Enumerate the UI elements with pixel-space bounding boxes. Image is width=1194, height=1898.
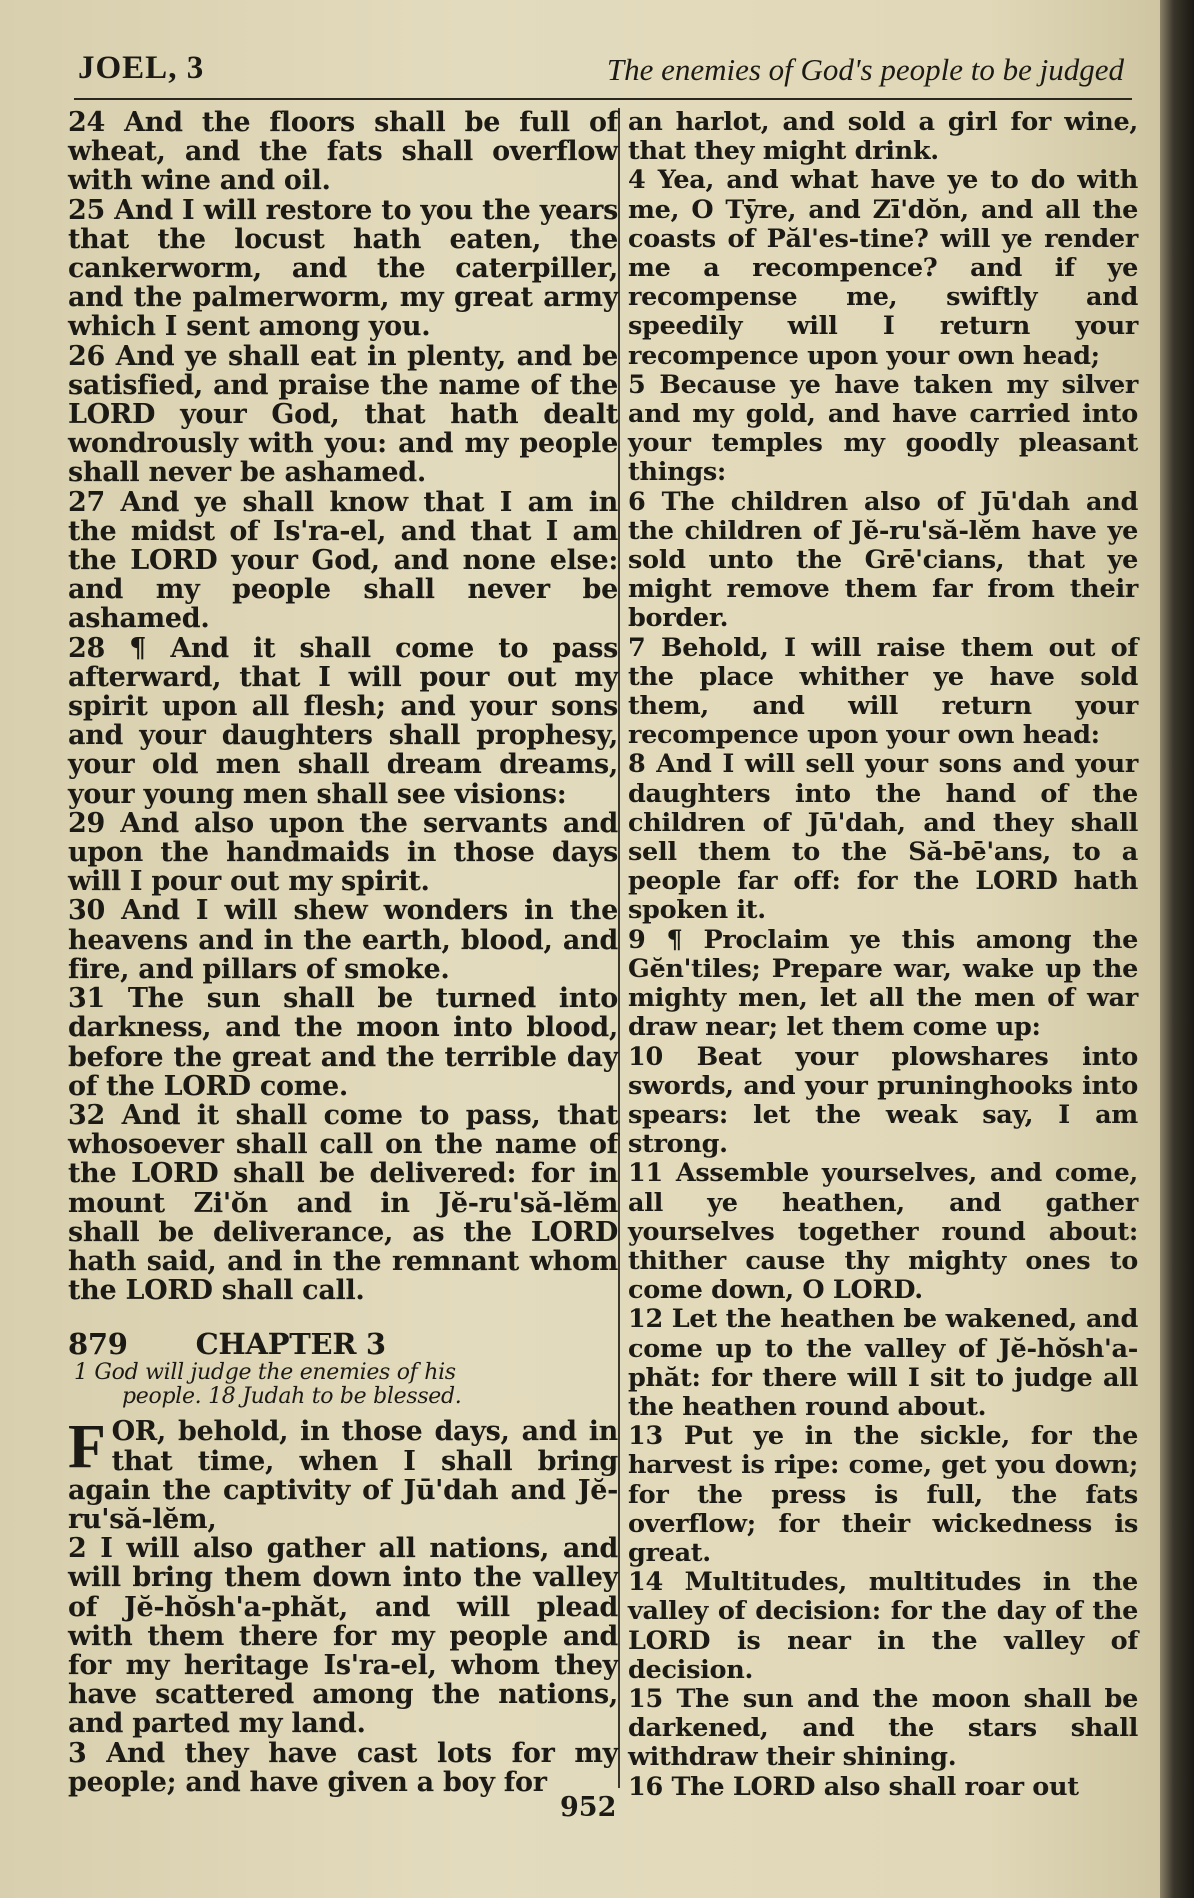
verse-text: 29 And also upon the servants and upon the handmaids in those days will I pour out my spirit. bbox=[68, 807, 618, 898]
verse bbox=[628, 488, 1138, 634]
book-chapter-header: JOEL, 3 bbox=[78, 50, 205, 86]
verse bbox=[68, 809, 618, 897]
verse-text: 11 Assemble yourselves, and come, all ye heathen, and gather yourselves together round about: thither cause thy mighty ones to come down, O LORD. bbox=[628, 1158, 1138, 1306]
verse bbox=[68, 1413, 618, 1535]
verse-text: 3 And they have cast lots for my people; and have given a boy for bbox=[68, 1737, 618, 1798]
verse bbox=[68, 108, 618, 196]
verse-text: 9 ¶ Proclaim ye this among the Gĕn'tiles; Prepare war, wake up the mighty men, let all the men of war draw near; let them come up: bbox=[628, 924, 1138, 1043]
verse bbox=[628, 634, 1138, 751]
verse bbox=[628, 750, 1138, 925]
verse-text: 24 And the floors shall be full of wheat, and the fats shall overflow with wine and oil. bbox=[68, 107, 618, 197]
verse-text: 26 And ye shall eat in plenty, and be satisfied, and praise the name of the LORD your God, that hath dealt wondrously with you: and my people shall never be ashamed. bbox=[68, 340, 618, 489]
chapter-heading bbox=[68, 1327, 618, 1361]
column-divider bbox=[618, 108, 620, 1788]
verse-text: 12 Let the heathen be wakened, and come up to the valley of Jĕ-hŏsh'a-phăt: for there will I sit to judge all the heathen round about. bbox=[628, 1304, 1138, 1422]
verse-text: an harlot, and sold a girl for wine, that they might drink. bbox=[628, 107, 1138, 167]
left-column bbox=[68, 108, 618, 1797]
verse bbox=[628, 108, 1138, 166]
verse-text: 14 Multitudes, multitudes in the valley of decision: for the day of the LORD is near in the valley of decision. bbox=[628, 1567, 1138, 1685]
verse bbox=[68, 342, 618, 488]
chapter-summary-line2: people. 18 Judah to be blessed. bbox=[122, 1384, 462, 1410]
verse bbox=[628, 1685, 1138, 1773]
verse-text: 7 Behold, I will raise them out of the place whither ye have sold them, and will return your recompence upon your own head: bbox=[628, 632, 1138, 751]
verse bbox=[68, 1739, 618, 1797]
verse bbox=[628, 1773, 1138, 1802]
verse bbox=[68, 984, 618, 1101]
verse-text: 25 And I will restore to you the years that the locust hath eaten, the cankerworm, and the caterpiller, and the palmerworm, my great army which I sent among you. bbox=[68, 194, 618, 343]
verse-text: 28 ¶ And it shall come to pass afterward, that I will pour out my spirit upon all flesh; and your sons and your daughters shall prophesy, your old men shall dream dreams, your young men shall see visions: bbox=[68, 632, 618, 810]
verse bbox=[628, 1568, 1138, 1685]
verse bbox=[628, 926, 1138, 1043]
chapter-summary-line1: 1 God will judge the enemies of his bbox=[74, 1360, 456, 1386]
verse-text: 30 And I will shew wonders in the heavens and in the earth, blood, and fire, and pillars of smoke. bbox=[68, 895, 618, 985]
verse bbox=[628, 166, 1138, 370]
verse-text: 15 The sun and the moon shall be darkened, and the stars shall withdraw their shining. bbox=[628, 1683, 1138, 1773]
book-spine-edge bbox=[1160, 0, 1194, 1898]
page-number: 952 bbox=[560, 1792, 617, 1823]
chapter-ref-number: 879 bbox=[68, 1327, 128, 1362]
verse bbox=[68, 896, 618, 984]
verse bbox=[68, 196, 618, 342]
left-verse-list bbox=[68, 108, 618, 1305]
right-column bbox=[628, 108, 1138, 1802]
running-title: The enemies of God's people to be judged bbox=[606, 52, 1124, 87]
verse bbox=[68, 1101, 618, 1305]
verse bbox=[628, 1422, 1138, 1568]
verse-text: 27 And ye shall know that I am in the midst of Is'ra-el, and that I am the LORD your God, and none else: and my people shall never be ashamed. bbox=[68, 486, 618, 635]
right-verse-list bbox=[628, 108, 1138, 1802]
chapter-summary bbox=[68, 1361, 618, 1409]
chapter-title: CHAPTER 3 bbox=[195, 1327, 386, 1362]
verse-text: 4 Yea, and what have ye to do with me, O Tȳre, and Zī'dŏn, and all the coasts of Păl'es-tine? will ye render me a recompence? and if ye recompense me, swiftly and speedily will I return your recompence upon your own head; bbox=[628, 165, 1138, 371]
verse-text: 32 And it shall come to pass, that whosoever shall call on the name of the LORD shall be delivered: for in mount Zi'ŏn and in Jĕ-ru'să-lĕm shall be deliverance, as the LORD hath said, and in the remnant whom the LORD shall call. bbox=[68, 1099, 618, 1307]
drop-cap: F bbox=[68, 1413, 106, 1482]
verse bbox=[628, 1159, 1138, 1305]
verse bbox=[628, 371, 1138, 488]
verse bbox=[628, 1043, 1138, 1160]
verse bbox=[68, 1534, 618, 1738]
verse bbox=[68, 488, 618, 634]
verse-text: 6 The children also of Jū'dah and the children of Jĕ-ru'să-lĕm have ye sold unto the Grē'cians, that ye might remove them far from their border. bbox=[628, 486, 1138, 634]
verse-text: 8 And I will sell your sons and your daughters into the hand of the children of Jū'dah, and they shall sell them to the Să-bē'ans, to a people far off: for the LORD hath spoken it. bbox=[628, 749, 1138, 926]
verse-text: 13 Put ye in the sickle, for the harvest is ripe: come, get you down; for the press is full, the fats overflow; for their wickedness is great. bbox=[628, 1421, 1138, 1568]
chapter-verse-list bbox=[68, 1413, 618, 1798]
verse-text: 5 Because ye have taken my silver and my gold, and have carried into your temples my goodly pleasant things: bbox=[628, 369, 1138, 488]
verse-text: 2 I will also gather all nations, and will bring them down into the valley of Jĕ-hŏsh'a-phăt, and will plead with them there for my people and for my heritage Is'ra-el, whom they have scattered among the nations, and parted my land. bbox=[68, 1533, 618, 1740]
verse bbox=[628, 1305, 1138, 1422]
header-rule bbox=[74, 98, 1132, 100]
verse-text: 10 Beat your plowshares into swords, and your pruninghooks into spears: let the weak say, I am strong. bbox=[628, 1041, 1138, 1160]
verse-text: 31 The sun shall be turned into darkness, and the moon into blood, before the great and the terrible day of the LORD come. bbox=[68, 983, 618, 1102]
verse bbox=[68, 634, 618, 809]
verse-text: OR, behold, in those days, and in that time, when I shall bring again the captivity of Jū'dah and Jĕ-ru'să-lĕm, bbox=[68, 1416, 618, 1535]
verse-text: 16 The LORD also shall roar out bbox=[628, 1771, 1079, 1802]
